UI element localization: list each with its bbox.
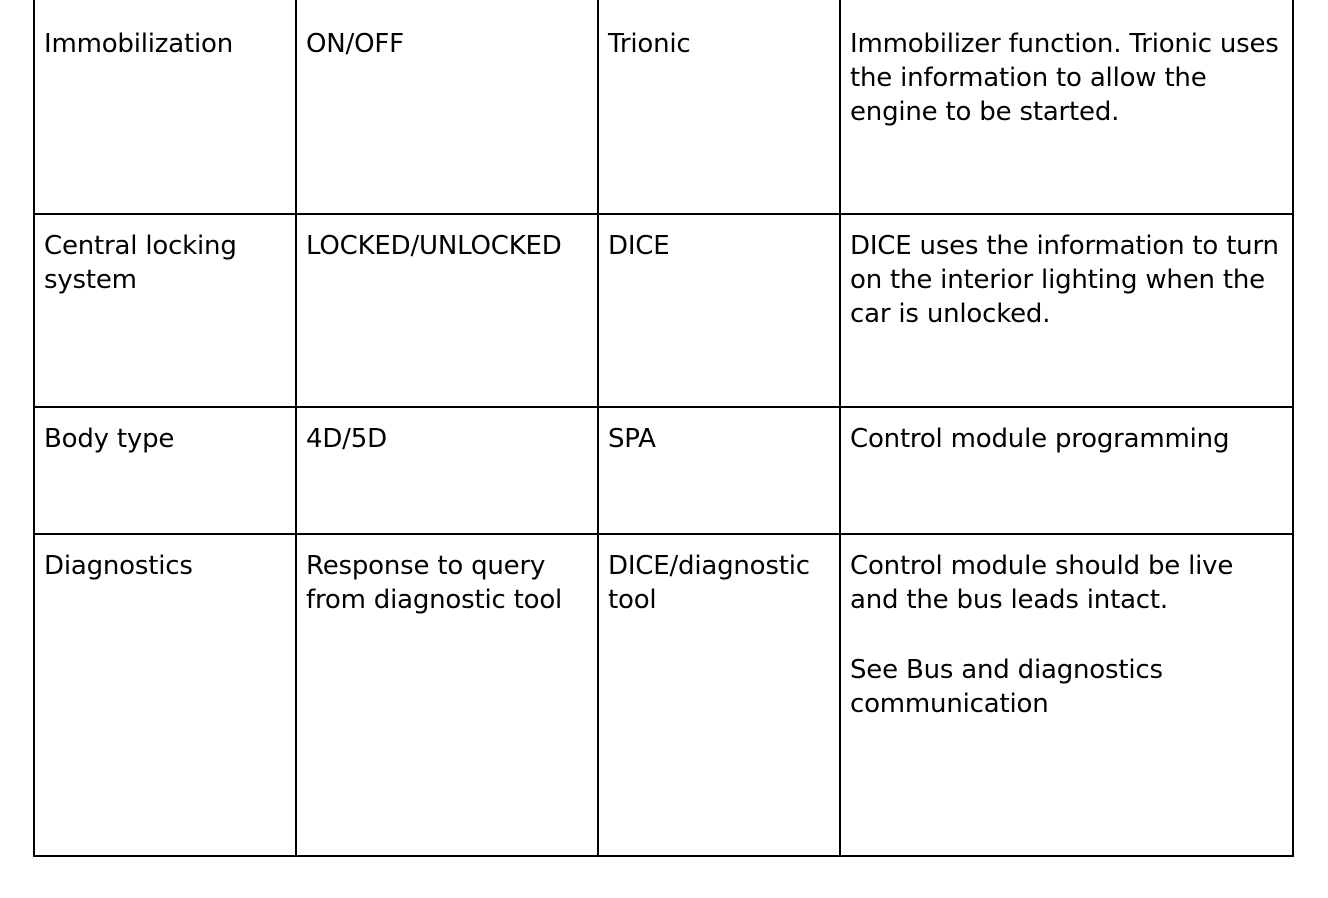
- receiver-cell: Trionic: [598, 0, 840, 214]
- description-paragraph: Immobilizer function. Trionic uses the information to allow the engine to be started.: [850, 29, 1279, 127]
- description-cell: [840, 214, 1293, 407]
- description-paragraph: Control module programming: [850, 424, 1230, 454]
- signal-cell: Central locking system: [34, 214, 296, 407]
- description-paragraph: See Bus and diagnostics communication: [850, 655, 1163, 719]
- signal-table: [33, 0, 1294, 857]
- values-cell: 4D/5D: [296, 407, 598, 534]
- description-paragraph: DICE uses the information to turn on the interior lighting when the car is unlocked.: [850, 231, 1279, 329]
- values-cell: Response to query from diagnostic tool: [296, 534, 598, 856]
- table-row: [34, 534, 1293, 856]
- receiver-cell: DICE/diagnostic tool: [598, 534, 840, 856]
- table-row: [34, 0, 1293, 214]
- signal-cell: Immobilization: [34, 0, 296, 214]
- values-cell: ON/OFF: [296, 0, 598, 214]
- description-cell: [840, 534, 1293, 856]
- description-cell: [840, 0, 1293, 214]
- table-row: [34, 407, 1293, 534]
- table-row: [34, 214, 1293, 407]
- values-cell: LOCKED/UNLOCKED: [296, 214, 598, 407]
- signal-cell: Diagnostics: [34, 534, 296, 856]
- receiver-cell: SPA: [598, 407, 840, 534]
- signal-cell: Body type: [34, 407, 296, 534]
- receiver-cell: DICE: [598, 214, 840, 407]
- description-cell: [840, 407, 1293, 534]
- description-paragraph: Control module should be live and the bus leads intact.: [850, 551, 1234, 615]
